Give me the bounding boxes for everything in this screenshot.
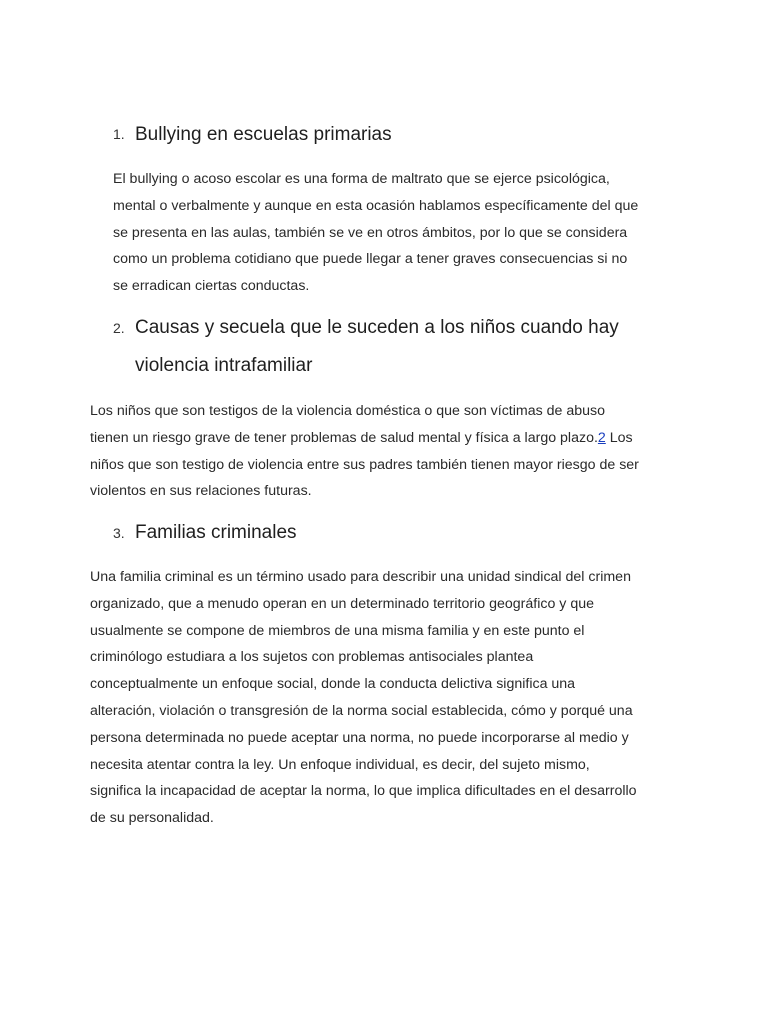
paragraph-line: persona determinada no puede aceptar una norma, no puede incorporarse al medio y	[90, 729, 629, 746]
paragraph-text: Los	[605, 429, 633, 446]
paragraph-line: conceptualmente un enfoque social, donde la conducta delictiva significa una	[90, 676, 576, 693]
section-1-heading	[113, 116, 673, 154]
paragraph-text: tienen un riesgo grave de tener problemas de salud mental y física a largo plazo.	[90, 429, 598, 446]
paragraph-line	[90, 425, 639, 452]
paragraph-line: violentos en sus relaciones futuras.	[90, 483, 312, 500]
section-2-number: 2.	[113, 320, 125, 336]
paragraph-line: significa la incapacidad de aceptar la norma, lo que implica dificultades en el desarrollo	[90, 783, 637, 800]
section-1-title: Bullying en escuelas primarias	[135, 124, 392, 145]
section-3-title: Familias criminales	[135, 522, 297, 543]
section-2-paragraph	[90, 398, 639, 505]
paragraph-line: como un problema cotidiano que puede llegar a tener graves consecuencias si no	[113, 251, 628, 268]
paragraph-line: niños que son testigo de violencia entre sus padres también tienen mayor riesgo de ser	[90, 456, 639, 473]
paragraph-line: mental o verbalmente y aunque en esta ocasión hablamos específicamente del que	[113, 197, 639, 214]
paragraph-line: necesita atentar contra la ley. Un enfoque individual, es decir, del sujeto mismo,	[90, 756, 590, 773]
paragraph-line: usualmente se compone de miembros de una misma familia y en este punto el	[90, 622, 585, 639]
section-3-number: 3.	[113, 525, 125, 541]
section-2-title-line: Causas y secuela que le suceden a los niños cuando hay	[135, 317, 619, 338]
paragraph-line: alteración, violación o transgresión de la norma social establecida, cómo y porqué una	[90, 702, 633, 719]
paragraph-line: criminólogo estudiara a los sujetos con problemas antisociales plantea	[90, 649, 534, 666]
paragraph-line: Los niños que son testigos de la violencia doméstica o que son víctimas de abuso	[90, 403, 606, 419]
footnote-link[interactable]: 2	[597, 429, 606, 446]
paragraph-line: Una familia criminal es un término usado para describir una unidad sindical del crimen	[90, 569, 631, 585]
section-2-title-line: violencia intrafamiliar	[135, 355, 313, 376]
paragraph-line: se erradican ciertas conductas.	[113, 278, 310, 295]
section-1-number: 1.	[113, 126, 125, 142]
section-3-paragraph	[90, 564, 637, 832]
paragraph-line: se presenta en las aulas, también se ve en otros ámbitos, por lo que se considera	[113, 224, 628, 241]
section-1-paragraph	[113, 166, 638, 300]
paragraph-line: El bullying o acoso escolar es una forma de maltrato que se ejerce psicológica,	[113, 171, 610, 187]
paragraph-line: organizado, que a menudo operan en un determinado territorio geográfico y que	[90, 595, 594, 612]
paragraph-line: de su personalidad.	[90, 810, 214, 827]
section-3-heading	[113, 514, 673, 552]
section-2-title	[135, 309, 655, 385]
section-2-heading	[113, 309, 673, 387]
